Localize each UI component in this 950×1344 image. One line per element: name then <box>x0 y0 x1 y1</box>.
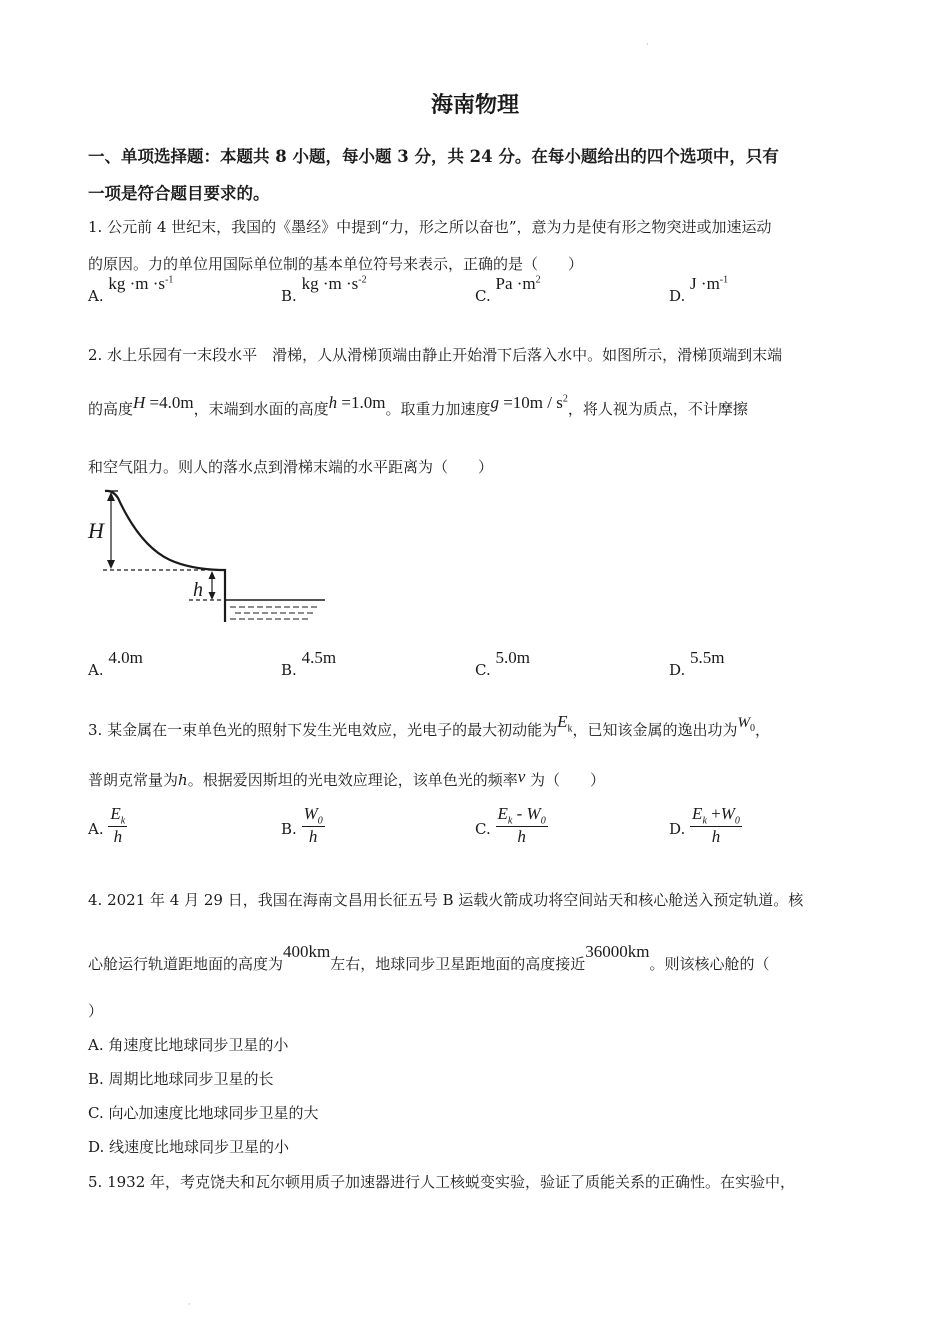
q2-option-b[interactable]: B. 4.5m <box>281 648 337 679</box>
q1-option-b[interactable]: B. kg $\cdot m \cdot s^{-2}$ <box>281 274 367 305</box>
q4-stem-line2: 心舱运行轨道距地面的高度为400km左右，地球同步卫星距地面的高度接近36000km。则该核心舱的（ <box>88 942 770 973</box>
h-arrow-head-up <box>209 571 216 579</box>
q5-stem-line1: 5. 1932 年，考克饶夫和瓦尔顿用质子加速器进行人工核蜕变实验，验证了质能关系的正确性。在实验中， <box>88 1173 796 1191</box>
q2-height-H: H =4.0m <box>133 393 194 412</box>
q4-stem-line3: ） <box>88 1002 104 1020</box>
q1-option-a-unit: kg $\cdot m \cdot s^{-1}$ <box>108 274 174 293</box>
q2-stem-line1: 2. 水上乐园有一末段水平 滑梯，人从滑梯顶端由静止开始滑下后落入水中。如图所示，滑梯顶端到末端 <box>88 346 783 364</box>
fig-label-H: H <box>88 518 104 543</box>
q3-stem-line1: 3. 某金属在一束单色光的照射下发生光电效应，光电子的最大初动能为$E_k$，已知该金属的逸出功为$W_0$， <box>88 712 771 739</box>
q4-option-c[interactable]: C. 向心加速度比地球同步卫星的大 <box>88 1104 319 1122</box>
q1-stem-line2: 的原因。力的单位用国际单位制的基本单位符号来表示，正确的是（ ） <box>88 255 584 273</box>
slide-curve <box>105 491 225 622</box>
q3-option-d-fraction: $\frac{E_k +W_0}{h}$ <box>692 804 740 847</box>
q3-option-b[interactable]: B. $\frac{W_0}{h}$ <box>281 804 323 847</box>
q3-option-c-fraction: $\frac{E_k - W_0}{h}$ <box>497 804 546 847</box>
h-arrow-head-down <box>209 592 216 600</box>
q1-option-b-unit: kg $\cdot m \cdot s^{-2}$ <box>301 274 367 293</box>
q2-slide-figure <box>85 484 335 629</box>
q4-stem-line1: 4. 2021 年 4 月 29 日，我国在海南文昌用长征五号 B 运载火箭成功将空间站天和核心舱送入预定轨道。核 <box>88 891 804 909</box>
q2-stem-line2: 的高度H =4.0m，末端到水面的高度h =1.0m。取重力加速度$g =10m / s^2$，将人视为质点，不计摩擦 <box>88 393 748 418</box>
page-mark-bottom: · <box>188 1300 191 1309</box>
section-heading-line1: 一、单项选择题：本题共 8 小题，每小题 3 分，共 24 分。在每小题给出的四个选项中，只有 <box>88 147 779 166</box>
q1-option-d-unit: $J \cdot m^{-1}$ <box>690 274 729 293</box>
q3-option-d[interactable]: D. $\frac{E_k +W_0}{h}$ <box>669 804 740 847</box>
q3-option-a-fraction: $\frac{E_k}{h}$ <box>110 804 126 847</box>
q3-stem-line2: 普朗克常量为h。根据爱因斯坦的光电效应理论，该单色光的频率ν 为（ ） <box>88 767 606 789</box>
page-title: 海南物理 <box>430 92 519 118</box>
q4-value-36000km: 36000km <box>585 942 650 961</box>
q1-option-c[interactable]: C. $Pa \cdot m^2$ <box>475 274 541 305</box>
q1-stem-line1: 1. 公元前 4 世纪末，我国的《墨经》中提到“力，形之所以奋也”，意为力是使有形之物突进或加速运动 <box>88 218 772 236</box>
section-heading-line2: 一项是符合题目要求的。 <box>88 184 270 203</box>
q3-option-c[interactable]: C. $\frac{E_k - W_0}{h}$ <box>475 804 546 847</box>
q3-W0: $W_0$ <box>737 715 755 734</box>
q3-Ek: $E_k$ <box>557 712 573 735</box>
q1-option-a[interactable]: A. kg $\cdot m \cdot s^{-1}$ <box>88 274 174 305</box>
H-arrow-head-down <box>107 560 115 569</box>
q4-option-d[interactable]: D. 线速度比地球同步卫星的小 <box>88 1138 290 1156</box>
q2-gravity: $g =10m / s^2$ <box>490 393 568 412</box>
q2-stem-line3: 和空气阻力。则人的落水点到滑梯末端的水平距离为（ ） <box>88 458 494 476</box>
fig-label-h: h <box>193 579 203 601</box>
q2-option-c[interactable]: C. 5.0m <box>475 648 530 679</box>
q1-option-c-unit: $Pa \cdot m^2$ <box>495 274 541 293</box>
q2-option-a[interactable]: A. 4.0m <box>88 648 143 679</box>
q1-option-d[interactable]: D. $J \cdot m^{-1}$ <box>669 274 729 305</box>
q4-value-400km: 400km <box>283 942 331 961</box>
q4-option-a[interactable]: A. 角速度比地球同步卫星的小 <box>88 1036 289 1054</box>
q3-option-a[interactable]: A. $\frac{E_k}{h}$ <box>88 804 126 847</box>
q2-height-h: h =1.0m <box>328 393 386 412</box>
page-mark: · <box>646 40 649 49</box>
q3-option-b-fraction: $\frac{W_0}{h}$ <box>303 804 323 847</box>
q4-option-b[interactable]: B. 周期比地球同步卫星的长 <box>88 1070 274 1088</box>
q2-option-d[interactable]: D. 5.5m <box>669 648 725 679</box>
